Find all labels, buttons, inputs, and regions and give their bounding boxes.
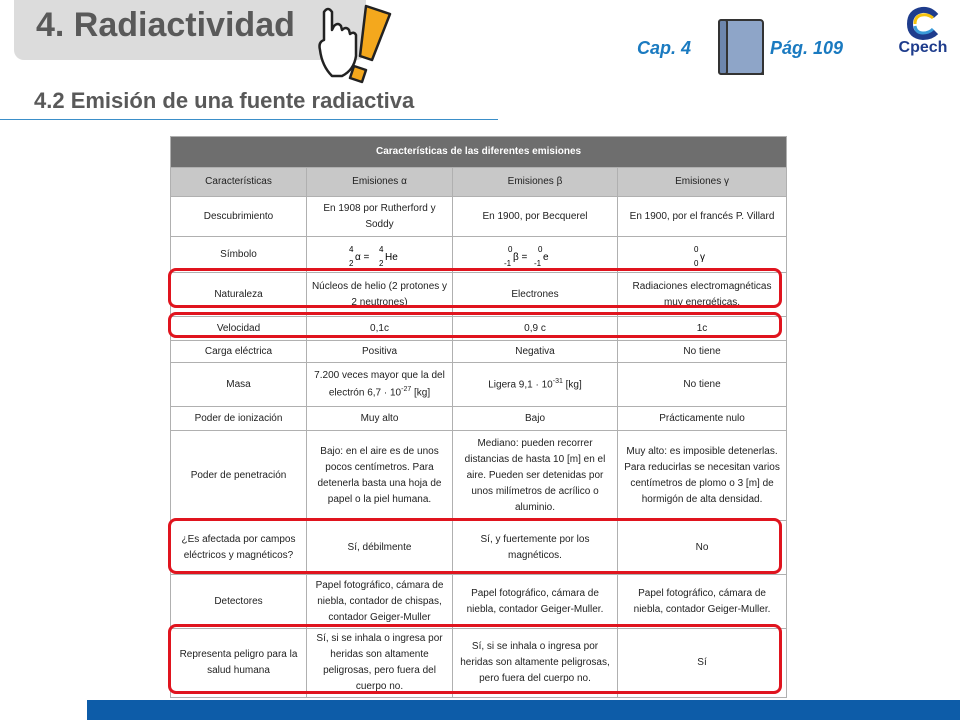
table-row [171, 363, 787, 407]
table-row [171, 431, 787, 521]
beta-symbol [500, 241, 570, 269]
cell: No [618, 521, 787, 575]
cell: Muy alto: es imposible detenerlas. Para reducirlas se necesitan varios centímetros de plomo o 3 [m] de hormigón de alta densidad. [618, 431, 787, 521]
svg-text:0: 0 [538, 244, 543, 254]
column-header: Emisiones α [307, 168, 453, 197]
cell: Radiaciones electromagnéticas muy energéticas. [618, 273, 787, 317]
masa-alpha-cell [307, 363, 453, 407]
highlight-campos [168, 518, 782, 574]
cell: 1c [618, 317, 787, 341]
cell: Electrones [453, 273, 618, 317]
emissions-table [170, 136, 786, 698]
cell: 0,1c [307, 317, 453, 341]
alpha-symbol [345, 241, 415, 269]
row-label: Masa [171, 363, 307, 407]
cell: Núcleos de helio (2 protones y 2 neutrones) [307, 273, 453, 317]
highlight-naturaleza [168, 268, 782, 308]
cell: En 1908 por Rutherford y Soddy [307, 197, 453, 237]
column-header: Características [171, 168, 307, 197]
svg-text:He: He [384, 251, 398, 263]
slide-title: 4. Radiactividad [36, 6, 295, 44]
cell: Sí, débilmente [307, 521, 453, 575]
cell: Papel fotográfico, cámara de niebla, contador de chispas, contador Geiger-Muller [307, 575, 453, 629]
page-label: Pág. 109 [770, 38, 844, 58]
svg-text:α =: α = [354, 251, 369, 263]
masa-beta-text: Ligera 9,1 · 10 [488, 379, 553, 391]
table-row [171, 575, 787, 629]
cell: 0,9 c [453, 317, 618, 341]
masa-beta-unit: [kg] [562, 379, 582, 391]
row-label: ¿Es afectada por campos eléctricos y magnéticos? [171, 521, 307, 575]
logo-text: Cpech [898, 39, 948, 56]
svg-text:e: e [543, 251, 549, 263]
svg-text:β =: β = [513, 251, 528, 263]
cell: Sí, y fuertemente por los magnéticos. [453, 521, 618, 575]
row-label: Poder de ionización [171, 407, 307, 431]
cell: Sí [618, 629, 787, 698]
masa-alpha-line2: electrón 6,7 · 10 [328, 387, 402, 399]
cpech-logo-icon [892, 6, 954, 40]
svg-text:0: 0 [694, 244, 699, 254]
masa-beta-exp: -31 [552, 377, 563, 385]
chapter-label: Cap. 4 [637, 38, 692, 58]
subtitle-underline [0, 119, 498, 120]
cell: Positiva [307, 341, 453, 363]
table-caption: Características de las diferentes emisiones [171, 137, 787, 168]
cell: Muy alto [307, 407, 453, 431]
svg-text:2: 2 [378, 258, 383, 268]
book-icon [713, 16, 769, 78]
row-label: Poder de penetración [171, 431, 307, 521]
row-label: Naturaleza [171, 273, 307, 317]
row-label: Detectores [171, 575, 307, 629]
cell: Mediano: pueden recorrer distancias de hasta 10 [m] en el aire. Pueden ser detenidas por unos milímetros de acrílico o aluminio. [453, 431, 618, 521]
masa-alpha-exp: -27 [401, 385, 412, 393]
highlight-velocidad [168, 312, 782, 338]
cell: Prácticamente nulo [618, 407, 787, 431]
column-header: Emisiones γ [618, 168, 787, 197]
cell: Sí, si se inhala o ingresa por heridas son altamente peligrosas, pero fuera del cuerpo no. [307, 629, 453, 698]
gamma-symbol [682, 241, 722, 269]
svg-text:0: 0 [508, 244, 513, 254]
cell: Bajo: en el aire es de unos pocos centímetros. Para detenerla basta una hoja de papel o la piel humana. [307, 431, 453, 521]
row-label: Símbolo [171, 237, 307, 273]
column-header: Emisiones β [453, 168, 618, 197]
row-label: Velocidad [171, 317, 307, 341]
table-row [171, 197, 787, 237]
svg-text:2: 2 [348, 258, 353, 268]
svg-text:γ: γ [700, 251, 706, 263]
cell: Bajo [453, 407, 618, 431]
pointing-hand-icon [314, 4, 392, 84]
masa-alpha-unit: [kg] [411, 387, 431, 399]
cell: Papel fotográfico, cámara de niebla, contador Geiger-Muller. [453, 575, 618, 629]
cell: No tiene [618, 341, 787, 363]
section-subtitle: 4.2 Emisión de una fuente radiactiva [34, 88, 415, 113]
masa-alpha-line1: 7.200 veces mayor que la del [314, 369, 445, 381]
row-label: Descubrimiento [171, 197, 307, 237]
svg-text:4: 4 [378, 244, 383, 254]
cpech-logo [892, 6, 954, 64]
row-label: Representa peligro para la salud humana [171, 629, 307, 698]
svg-text:-1: -1 [534, 258, 542, 268]
cell: Negativa [453, 341, 618, 363]
cell: Papel fotográfico, cámara de niebla, contador Geiger-Muller. [618, 575, 787, 629]
highlight-peligro [168, 624, 782, 694]
cell: Sí, si se inhala o ingresa por heridas son altamente peligrosas, pero fuera del cuerpo no. [453, 629, 618, 698]
masa-beta-cell [453, 363, 618, 407]
table-row [171, 341, 787, 363]
svg-text:-1: -1 [504, 258, 512, 268]
cell: En 1900, por Becquerel [453, 197, 618, 237]
table-row [171, 407, 787, 431]
cell: En 1900, por el francés P. Villard [618, 197, 787, 237]
svg-text:0: 0 [694, 258, 699, 268]
footer-bar [87, 700, 960, 720]
svg-text:4: 4 [348, 244, 353, 254]
row-label: Carga eléctrica [171, 341, 307, 363]
cell: No tiene [618, 363, 787, 407]
